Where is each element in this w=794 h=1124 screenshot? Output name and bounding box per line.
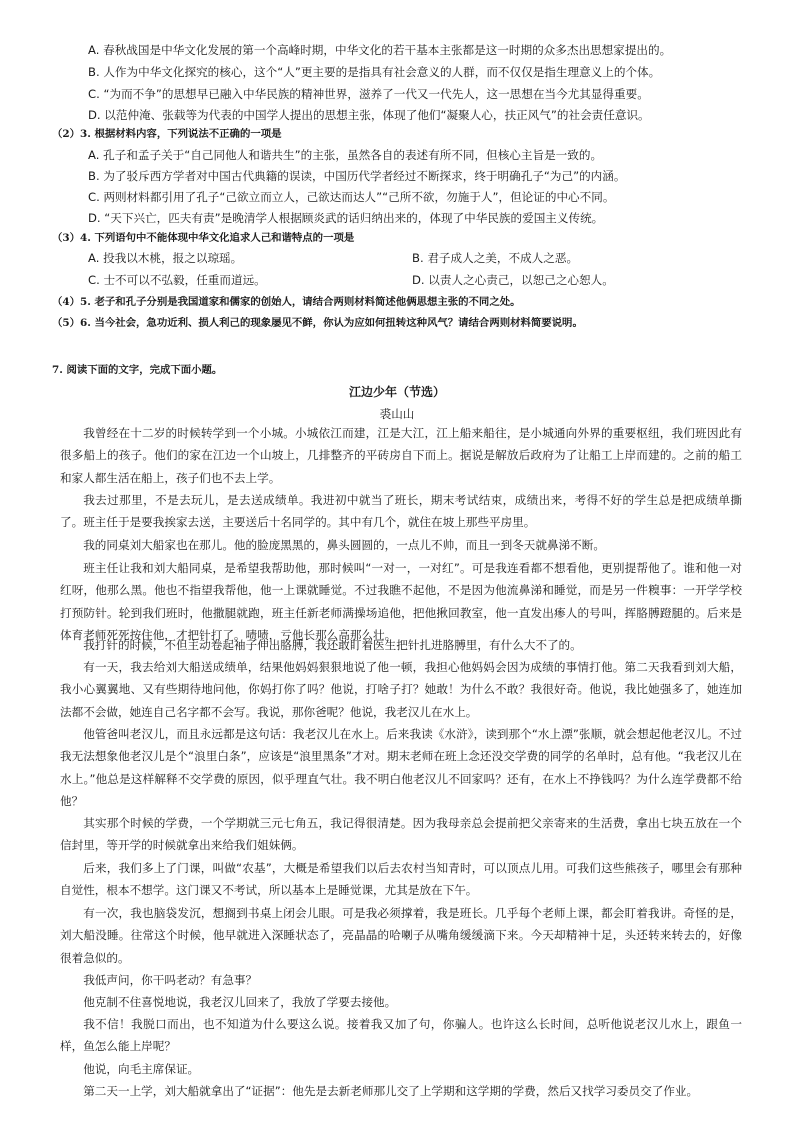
q4-option-b: B. 君子成人之美，不成人之恶。 xyxy=(412,251,579,265)
article-paragraph: 第二天一上学，刘大船就拿出了“证据”：他先是去新老师那儿交了上学期和这学期的学费，然后又找学习委员交了作业。 xyxy=(83,1084,699,1098)
article-paragraph: 他说，向毛主席保证。 xyxy=(83,1062,200,1076)
question-3-stem: （2）3. 根据材料内容，下列说法不正确的一项是 xyxy=(52,128,282,140)
q4-option-d: D. 以责人之心责己，以恕己之心恕人。 xyxy=(412,273,614,287)
article-paragraph: 他管爸叫老汉儿，而且永远都是这句话：我老汉儿在水上。后来我读《水浒》，读到那个“水上漂”张顺，就会想起他老汉儿。不过我无法想象他老汉儿是个“浪里白条”，应该是“浪里黑条”才对。期末老师在班上念还没交学费的同学的名单时，总有他。“我老汉儿在水上。”他总是这样解释不交学费的原因，似乎理直气壮。我不明白他老汉儿不回家吗？还有，在水上不挣钱吗？为什么连学费都不给他？ xyxy=(60,727,742,809)
article-paragraph: 后来，我们多上了门课，叫做“农基”，大概是希望我们以后去农村当知青时，可以顶点儿用。可我们这些熊孩子，哪里会有那种自觉性，根本不想学。这门课又不考试，所以基本上是睡觉课，尤其是放在下午。 xyxy=(60,861,742,898)
article-paragraph: 我去过那里，不是去玩儿，是去送成绩单。我进初中就当了班长，期末考试结束，成绩出来，考得不好的学生总是把成绩单撕了。班主任于是要我挨家去送，主要送后十名同学的。其中有几个，就住在坡上那些平房里。 xyxy=(60,493,742,530)
q3-option-d: D. “天下兴亡，匹夫有责”是晚清学人根据顾炎武的话归纳出来的，体现了中华民族的爱国主义传统。 xyxy=(88,211,604,225)
prev-option-d: D. 以范仲淹、张载等为代表的中国学人提出的思想主张，体现了他们“凝聚人心，扶正风气”的社会责任意识。 xyxy=(88,108,650,122)
article-paragraph: 我低声问，你干吗老动？有急事？ xyxy=(83,973,258,987)
article-paragraph: 有一天，我去给刘大船送成绩单，结果他妈妈狠狠地说了他一顿，我担心他妈妈会因为成绩的事情打他。第二天我看到刘大船，我小心翼翼地、又有些期待地问他，你妈打你了吗？他说，打啥子打？她敢！为什么不敢？我很好奇。他说，我比她强多了，她连加法都不会做，她连自己名字都不会写。我说，那你爸呢？他说，我老汉儿在水上。 xyxy=(60,660,742,719)
article-paragraph: 班主任让我和刘大船同桌，是希望我帮助他，那时候叫“一对一，一对红”。可是我连看都不想看他，更别提帮他了。谁和他一对红呀，他那么黑。他也不指望我帮他，他一上课就睡觉。不过我瞧不起他，不是因为他流鼻涕和睡觉，而是另一件糗事：一开学学校打预防针。轮到我们班时，他撒腿就跑，班主任新老师满操场追他，把他揪回教室，他一直发出瘆人的号叫，挥胳膊蹬腿的。后来是体育老师死死按住他，才把针打了。啧啧，亏他长那么高那么壮。 xyxy=(60,561,742,643)
question-5-stem: （4）5. 老子和孔子分别是我国道家和儒家的创始人，请结合两则材料简述他俩思想主张的不同之处。 xyxy=(52,296,521,308)
prev-option-a: A. 春秋战国是中华文化发展的第一个高峰时期，中华文化的若干基本主张都是这一时期的众多杰出思想家提出的。 xyxy=(88,43,672,57)
question-4-stem: （3）4. 下列语句中不能体现中华文化追求人己和谐特点的一项是 xyxy=(52,232,355,244)
question-7-stem: 7. 阅读下面的文字，完成下面小题。 xyxy=(52,364,223,376)
article-paragraph: 有一次，我也脑袋发沉，想搁到书桌上闭会儿眼。可是我必须撑着，我是班长。几乎每个老师上课，都会盯着我讲。奇怪的是，刘大船没睡。往常这个时候，他早就进入深睡状态了，亮晶晶的哈喇子从嘴角缓缓滴下来。今天却精神十足，头还转来转去的，好像很着急似的。 xyxy=(60,906,742,965)
article-paragraph: 我打针的时候，不但主动卷起袖子伸出胳膊，我还敢盯着医生把针扎进胳膊里，有什么大不了的。 xyxy=(83,638,582,652)
article-paragraph: 他克制不住喜悦地说，我老汉儿回来了，我放了学要去接他。 xyxy=(83,995,397,1009)
prev-option-c: C. “为而不争”的思想早已融入中华民族的精神世界，滋养了一代又一代先人，这一思想在当今尤其显得重要。 xyxy=(88,87,649,101)
article-paragraph: 我曾经在十二岁的时候转学到一个小城。小城依江而建，江是大江，江上船来船往，是小城通向外界的重要枢纽，我们班因此有很多船上的孩子。他们的家在江边一个山坡上，几排整齐的平砖房自下而上。据说是解放后政府为了让船工上岸而建的。之前的船工和家人都生活在船上，孩子们也不去上学。 xyxy=(60,426,742,485)
article-author: 裘山山 xyxy=(379,407,415,421)
article-title: 江边少年（节选） xyxy=(348,385,445,399)
prev-option-b: B. 人作为中华文化探究的核心，这个“人”更主要的是指具有社会意义的人群，而不仅仅是指生理意义上的个体。 xyxy=(88,65,661,79)
question-6-stem: （5）6. 当今社会，急功近利、损人利己的现象屡见不鲜，你认为应如何扭转这种风气？请结合两则材料简要说明。 xyxy=(52,317,583,329)
article-paragraph: 我的同桌刘大船家也在那儿。他的脸庞黑黑的，鼻头圆圆的，一点儿不帅，而且一到冬天就鼻涕不断。 xyxy=(83,538,605,552)
q3-option-b: B. 为了驳斥西方学者对中国古代典籍的误读，中国历代学者经过不断探求，终于明确孔子“为己”的内涵。 xyxy=(88,169,626,183)
q3-option-c: C. 两则材料都引用了孔子“己欲立而立人，己欲达而达人”“己所不欲，勿施于人”，但论证的中心不同。 xyxy=(88,190,615,204)
article-paragraph: 我不信！我脱口而出，也不知道为什么要这么说。接着我又加了句，你骗人。也许这么长时间，总听他说老汉儿水上，跟鱼一样，鱼怎么能上岸呢？ xyxy=(60,1017,742,1054)
q4-option-c: C. 士不可以不弘毅，任重而道远。 xyxy=(88,273,266,287)
q3-option-a: A. 孔子和孟子关于“自己同他人和谐共生”的主张，虽然各自的表述有所不同，但核心主旨是一致的。 xyxy=(88,148,603,162)
q4-option-a: A. 投我以木桃，报之以琼瑶。 xyxy=(88,251,243,265)
article-paragraph: 其实那个时候的学费，一个学期就三元七角五，我记得很清楚。因为我母亲总会提前把父亲寄来的生活费，拿出七块五放在一个信封里，等开学的时候就拿出来给我们姐妹俩。 xyxy=(60,816,742,853)
